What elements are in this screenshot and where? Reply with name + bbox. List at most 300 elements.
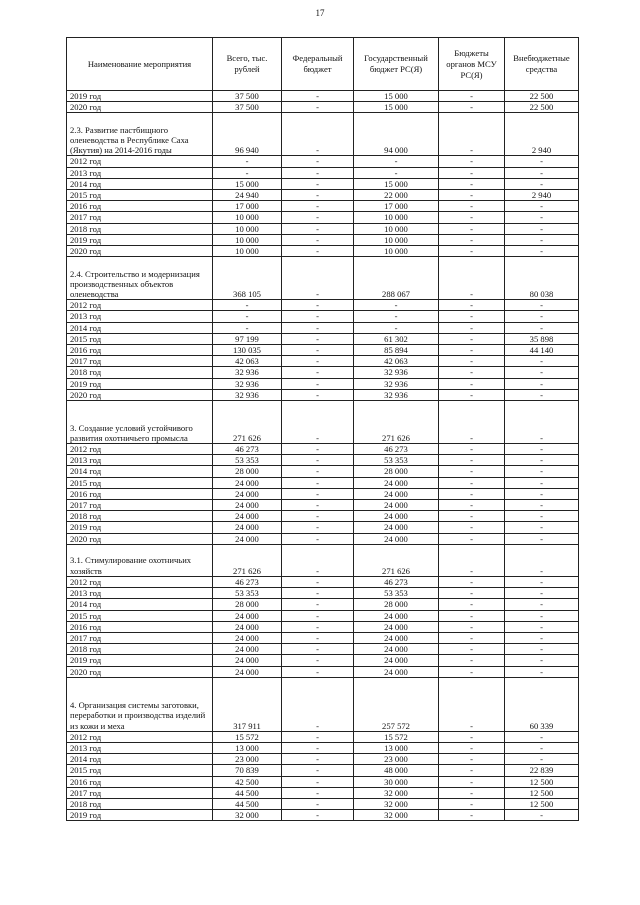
cell-total: 10 000 <box>213 246 282 257</box>
table-row <box>67 787 579 798</box>
cell-federal: - <box>282 544 354 576</box>
cell-state: 94 000 <box>354 113 439 156</box>
cell-extrabudget: - <box>505 401 579 444</box>
cell-name: 2019 год <box>67 378 213 389</box>
cell-name: 3.1. Стимулирование охотничьих хозяйств <box>67 544 213 576</box>
cell-municipal: - <box>439 345 505 356</box>
cell-name: 2014 год <box>67 178 213 189</box>
table-row <box>67 345 579 356</box>
cell-name: 2016 год <box>67 345 213 356</box>
cell-municipal: - <box>439 731 505 742</box>
cell-state: 24 000 <box>354 621 439 632</box>
table-row <box>67 167 579 178</box>
cell-state: 32 000 <box>354 810 439 821</box>
table-row <box>67 488 579 499</box>
cell-name: 2014 год <box>67 466 213 477</box>
cell-extrabudget: - <box>505 632 579 643</box>
cell-name: 2019 год <box>67 655 213 666</box>
cell-federal: - <box>282 178 354 189</box>
table-row <box>67 544 579 576</box>
cell-state: 48 000 <box>354 765 439 776</box>
cell-total: 10 000 <box>213 212 282 223</box>
cell-total: 24 000 <box>213 533 282 544</box>
cell-federal: - <box>282 621 354 632</box>
cell-state: 23 000 <box>354 754 439 765</box>
cell-municipal: - <box>439 776 505 787</box>
table-row <box>67 212 579 223</box>
cell-extrabudget: 80 038 <box>505 257 579 300</box>
cell-municipal: - <box>439 544 505 576</box>
cell-municipal: - <box>439 655 505 666</box>
cell-municipal: - <box>439 223 505 234</box>
cell-name: 4. Организация системы заготовки, переработки и производства изделий из кожи и меха <box>67 677 213 731</box>
cell-total: 44 500 <box>213 787 282 798</box>
cell-municipal: - <box>439 91 505 102</box>
cell-state: 10 000 <box>354 234 439 245</box>
cell-extrabudget: - <box>505 588 579 599</box>
cell-federal: - <box>282 378 354 389</box>
cell-state: 13 000 <box>354 742 439 753</box>
table-row <box>67 576 579 587</box>
cell-municipal: - <box>439 610 505 621</box>
cell-total: 24 000 <box>213 632 282 643</box>
cell-total: 13 000 <box>213 742 282 753</box>
cell-municipal: - <box>439 378 505 389</box>
cell-federal: - <box>282 367 354 378</box>
cell-federal: - <box>282 455 354 466</box>
cell-total: 70 839 <box>213 765 282 776</box>
cell-state: 15 000 <box>354 91 439 102</box>
cell-state: - <box>354 167 439 178</box>
cell-name: 2017 год <box>67 632 213 643</box>
cell-total: 271 626 <box>213 401 282 444</box>
table-row <box>67 178 579 189</box>
cell-extrabudget: - <box>505 644 579 655</box>
table-row <box>67 333 579 344</box>
cell-total: 24 000 <box>213 666 282 677</box>
cell-state: 17 000 <box>354 201 439 212</box>
cell-federal: - <box>282 655 354 666</box>
header-name: Наименование мероприятия <box>67 38 213 91</box>
table-row <box>67 776 579 787</box>
cell-extrabudget: - <box>505 621 579 632</box>
cell-federal: - <box>282 588 354 599</box>
cell-state: 10 000 <box>354 246 439 257</box>
cell-federal: - <box>282 500 354 511</box>
cell-municipal: - <box>439 444 505 455</box>
cell-state: 85 894 <box>354 345 439 356</box>
table-row <box>67 356 579 367</box>
cell-extrabudget: - <box>505 223 579 234</box>
cell-total: 42 063 <box>213 356 282 367</box>
cell-municipal: - <box>439 246 505 257</box>
cell-extrabudget: 22 500 <box>505 91 579 102</box>
page-number: 17 <box>315 8 325 18</box>
cell-total: 24 000 <box>213 511 282 522</box>
cell-name: 2017 год <box>67 787 213 798</box>
cell-state: 24 000 <box>354 522 439 533</box>
cell-municipal: - <box>439 401 505 444</box>
cell-name: 2020 год <box>67 666 213 677</box>
cell-federal: - <box>282 765 354 776</box>
cell-federal: - <box>282 466 354 477</box>
cell-extrabudget: - <box>505 367 579 378</box>
cell-municipal: - <box>439 810 505 821</box>
cell-extrabudget: - <box>505 234 579 245</box>
cell-municipal: - <box>439 257 505 300</box>
cell-extrabudget: 60 339 <box>505 677 579 731</box>
cell-extrabudget: - <box>505 466 579 477</box>
cell-municipal: - <box>439 234 505 245</box>
cell-federal: - <box>282 677 354 731</box>
cell-total: 42 500 <box>213 776 282 787</box>
cell-federal: - <box>282 113 354 156</box>
cell-name: 2016 год <box>67 488 213 499</box>
cell-federal: - <box>282 257 354 300</box>
cell-state: 32 000 <box>354 798 439 809</box>
cell-federal: - <box>282 787 354 798</box>
table-row <box>67 367 579 378</box>
budget-table <box>66 37 579 821</box>
cell-total: 24 000 <box>213 621 282 632</box>
table-row <box>67 257 579 300</box>
cell-extrabudget: 22 500 <box>505 102 579 113</box>
table-row <box>67 500 579 511</box>
table-row <box>67 522 579 533</box>
cell-total: 24 000 <box>213 522 282 533</box>
cell-state: - <box>354 156 439 167</box>
cell-name: 2015 год <box>67 190 213 201</box>
cell-name: 2018 год <box>67 511 213 522</box>
cell-federal: - <box>282 644 354 655</box>
cell-state: 32 936 <box>354 378 439 389</box>
cell-state: 53 353 <box>354 455 439 466</box>
cell-state: 30 000 <box>354 776 439 787</box>
cell-name: 2014 год <box>67 599 213 610</box>
cell-state: 28 000 <box>354 599 439 610</box>
cell-extrabudget: - <box>505 156 579 167</box>
cell-extrabudget: - <box>505 810 579 821</box>
table-row <box>67 511 579 522</box>
cell-name: 2018 год <box>67 223 213 234</box>
table-row <box>67 401 579 444</box>
cell-total: 23 000 <box>213 754 282 765</box>
cell-total: 28 000 <box>213 466 282 477</box>
cell-municipal: - <box>439 522 505 533</box>
cell-name: 3. Создание условий устойчивого развития охотничьего промысла <box>67 401 213 444</box>
cell-federal: - <box>282 389 354 400</box>
cell-total: 130 035 <box>213 345 282 356</box>
cell-state: - <box>354 300 439 311</box>
table-row <box>67 666 579 677</box>
cell-federal: - <box>282 223 354 234</box>
cell-federal: - <box>282 345 354 356</box>
cell-federal: - <box>282 731 354 742</box>
cell-name: 2012 год <box>67 300 213 311</box>
cell-extrabudget: - <box>505 212 579 223</box>
cell-name: 2015 год <box>67 477 213 488</box>
cell-state: 22 000 <box>354 190 439 201</box>
cell-extrabudget: - <box>505 500 579 511</box>
cell-name: 2020 год <box>67 246 213 257</box>
cell-state: 46 273 <box>354 576 439 587</box>
cell-name: 2014 год <box>67 322 213 333</box>
cell-municipal: - <box>439 201 505 212</box>
cell-total: 24 000 <box>213 477 282 488</box>
table-row <box>67 234 579 245</box>
cell-federal: - <box>282 311 354 322</box>
cell-municipal: - <box>439 356 505 367</box>
cell-municipal: - <box>439 742 505 753</box>
header-federal: Федеральный бюджет <box>282 38 354 91</box>
cell-state: 15 572 <box>354 731 439 742</box>
cell-federal: - <box>282 167 354 178</box>
cell-federal: - <box>282 333 354 344</box>
cell-extrabudget: - <box>505 655 579 666</box>
cell-extrabudget: - <box>505 356 579 367</box>
cell-total: 24 000 <box>213 644 282 655</box>
table-row <box>67 677 579 731</box>
cell-state: 61 302 <box>354 333 439 344</box>
table-row <box>67 156 579 167</box>
cell-extrabudget: - <box>505 389 579 400</box>
cell-total: 53 353 <box>213 455 282 466</box>
cell-federal: - <box>282 533 354 544</box>
cell-name: 2012 год <box>67 156 213 167</box>
cell-municipal: - <box>439 533 505 544</box>
cell-municipal: - <box>439 576 505 587</box>
cell-total: - <box>213 156 282 167</box>
cell-federal: - <box>282 576 354 587</box>
cell-total: 46 273 <box>213 444 282 455</box>
cell-extrabudget: - <box>505 533 579 544</box>
table-row <box>67 655 579 666</box>
cell-name: 2017 год <box>67 500 213 511</box>
cell-extrabudget: 2 940 <box>505 113 579 156</box>
cell-extrabudget: - <box>505 311 579 322</box>
cell-state: 24 000 <box>354 511 439 522</box>
cell-name: 2013 год <box>67 742 213 753</box>
cell-name: 2018 год <box>67 644 213 655</box>
table-row <box>67 91 579 102</box>
cell-state: 24 000 <box>354 644 439 655</box>
cell-municipal: - <box>439 113 505 156</box>
cell-extrabudget: 22 839 <box>505 765 579 776</box>
cell-federal: - <box>282 322 354 333</box>
cell-state: 32 000 <box>354 787 439 798</box>
cell-municipal: - <box>439 167 505 178</box>
cell-total: - <box>213 322 282 333</box>
cell-federal: - <box>282 511 354 522</box>
cell-federal: - <box>282 156 354 167</box>
cell-federal: - <box>282 632 354 643</box>
cell-municipal: - <box>439 632 505 643</box>
table-row <box>67 389 579 400</box>
cell-state: 271 626 <box>354 401 439 444</box>
cell-municipal: - <box>439 322 505 333</box>
cell-municipal: - <box>439 367 505 378</box>
cell-total: 24 000 <box>213 500 282 511</box>
cell-extrabudget: - <box>505 522 579 533</box>
cell-state: 46 273 <box>354 444 439 455</box>
cell-total: 24 940 <box>213 190 282 201</box>
cell-extrabudget: - <box>505 731 579 742</box>
table-row <box>67 533 579 544</box>
header-state: Государственный бюджет РС(Я) <box>354 38 439 91</box>
cell-state: 24 000 <box>354 477 439 488</box>
cell-extrabudget: - <box>505 322 579 333</box>
cell-total: - <box>213 300 282 311</box>
cell-municipal: - <box>439 677 505 731</box>
cell-municipal: - <box>439 333 505 344</box>
cell-total: 37 500 <box>213 102 282 113</box>
table-row <box>67 444 579 455</box>
cell-extrabudget: - <box>505 167 579 178</box>
cell-state: 24 000 <box>354 655 439 666</box>
cell-state: 15 000 <box>354 102 439 113</box>
header-total: Всего, тыс. рублей <box>213 38 282 91</box>
cell-extrabudget: - <box>505 300 579 311</box>
cell-name: 2017 год <box>67 212 213 223</box>
cell-name: 2019 год <box>67 522 213 533</box>
cell-state: 24 000 <box>354 500 439 511</box>
table-row <box>67 455 579 466</box>
cell-name: 2015 год <box>67 765 213 776</box>
cell-municipal: - <box>439 102 505 113</box>
cell-extrabudget: - <box>505 576 579 587</box>
cell-extrabudget: - <box>505 201 579 212</box>
cell-extrabudget: - <box>505 599 579 610</box>
cell-federal: - <box>282 666 354 677</box>
cell-total: 24 000 <box>213 488 282 499</box>
cell-name: 2013 год <box>67 588 213 599</box>
table-row <box>67 190 579 201</box>
cell-total: 97 199 <box>213 333 282 344</box>
cell-total: 96 940 <box>213 113 282 156</box>
table-row <box>67 322 579 333</box>
table-row <box>67 477 579 488</box>
table-row <box>67 742 579 753</box>
cell-federal: - <box>282 754 354 765</box>
cell-name: 2012 год <box>67 576 213 587</box>
cell-name: 2018 год <box>67 798 213 809</box>
table-row <box>67 621 579 632</box>
cell-federal: - <box>282 356 354 367</box>
cell-municipal: - <box>439 787 505 798</box>
cell-municipal: - <box>439 156 505 167</box>
cell-extrabudget: 12 500 <box>505 798 579 809</box>
cell-state: 32 936 <box>354 389 439 400</box>
cell-extrabudget: - <box>505 544 579 576</box>
cell-total: 37 500 <box>213 91 282 102</box>
table-row <box>67 632 579 643</box>
cell-municipal: - <box>439 455 505 466</box>
cell-total: 32 936 <box>213 389 282 400</box>
cell-extrabudget: - <box>505 477 579 488</box>
table-body <box>67 91 579 821</box>
cell-name: 2012 год <box>67 731 213 742</box>
cell-name: 2017 год <box>67 356 213 367</box>
cell-name: 2019 год <box>67 810 213 821</box>
cell-name: 2016 год <box>67 776 213 787</box>
header-row <box>67 38 579 91</box>
cell-extrabudget: - <box>505 610 579 621</box>
cell-state: 257 572 <box>354 677 439 731</box>
cell-name: 2.4. Строительство и модернизация производственных объектов оленеводства <box>67 257 213 300</box>
cell-total: 15 572 <box>213 731 282 742</box>
table-row <box>67 223 579 234</box>
cell-state: - <box>354 311 439 322</box>
cell-municipal: - <box>439 178 505 189</box>
cell-municipal: - <box>439 300 505 311</box>
table-row <box>67 810 579 821</box>
cell-name: 2020 год <box>67 533 213 544</box>
cell-federal: - <box>282 234 354 245</box>
cell-municipal: - <box>439 212 505 223</box>
cell-total: 10 000 <box>213 223 282 234</box>
cell-state: 24 000 <box>354 632 439 643</box>
cell-total: 10 000 <box>213 234 282 245</box>
table-row <box>67 754 579 765</box>
cell-federal: - <box>282 477 354 488</box>
cell-extrabudget: 44 140 <box>505 345 579 356</box>
cell-federal: - <box>282 488 354 499</box>
table-row <box>67 798 579 809</box>
cell-extrabudget: - <box>505 246 579 257</box>
cell-total: 17 000 <box>213 201 282 212</box>
cell-extrabudget: 12 500 <box>505 787 579 798</box>
cell-municipal: - <box>439 190 505 201</box>
cell-total: 44 500 <box>213 798 282 809</box>
cell-name: 2019 год <box>67 91 213 102</box>
cell-state: 42 063 <box>354 356 439 367</box>
cell-total: 32 936 <box>213 378 282 389</box>
cell-state: 28 000 <box>354 466 439 477</box>
cell-state: 24 000 <box>354 610 439 621</box>
table-row <box>67 311 579 322</box>
cell-total: 28 000 <box>213 599 282 610</box>
cell-municipal: - <box>439 311 505 322</box>
cell-name: 2019 год <box>67 234 213 245</box>
table-row <box>67 201 579 212</box>
table-row <box>67 102 579 113</box>
header-extrabudget: Внебюджетные средства <box>505 38 579 91</box>
cell-extrabudget: - <box>505 754 579 765</box>
cell-federal: - <box>282 246 354 257</box>
cell-municipal: - <box>439 754 505 765</box>
cell-extrabudget: 35 898 <box>505 333 579 344</box>
cell-state: - <box>354 322 439 333</box>
cell-name: 2013 год <box>67 455 213 466</box>
cell-name: 2016 год <box>67 621 213 632</box>
cell-state: 10 000 <box>354 212 439 223</box>
table-row <box>67 113 579 156</box>
cell-name: 2013 год <box>67 311 213 322</box>
cell-total: 53 353 <box>213 588 282 599</box>
cell-federal: - <box>282 190 354 201</box>
cell-municipal: - <box>439 765 505 776</box>
cell-name: 2012 год <box>67 444 213 455</box>
cell-state: 15 000 <box>354 178 439 189</box>
cell-municipal: - <box>439 500 505 511</box>
cell-total: 24 000 <box>213 655 282 666</box>
cell-extrabudget: - <box>505 742 579 753</box>
cell-municipal: - <box>439 599 505 610</box>
cell-municipal: - <box>439 666 505 677</box>
table-row <box>67 588 579 599</box>
cell-federal: - <box>282 798 354 809</box>
cell-name: 2015 год <box>67 333 213 344</box>
